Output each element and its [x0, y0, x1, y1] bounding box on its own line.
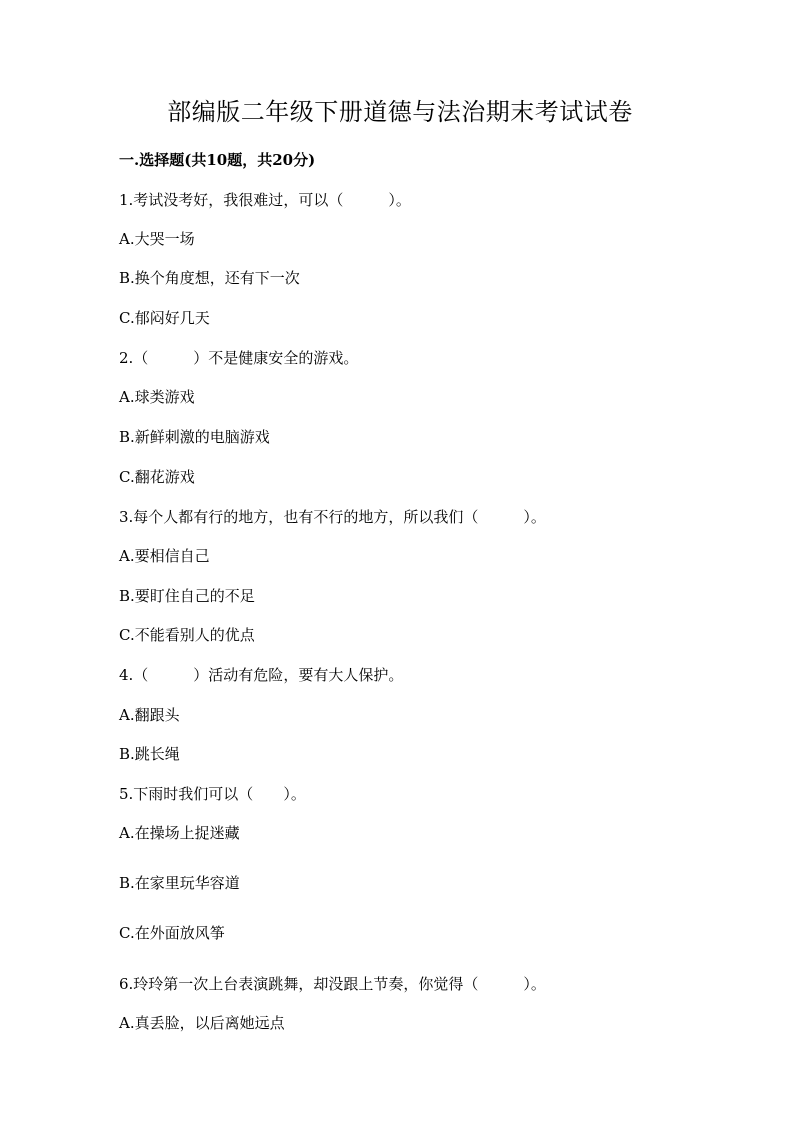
page-title: 部编版二年级下册道德与法治期末考试试卷 [167, 98, 633, 126]
question-4-stem: 4.（ ）活动有危险，要有大人保护。 [119, 666, 404, 684]
question-1-option-b: B.换个角度想，还有下一次 [119, 269, 300, 287]
question-2-option-b: B.新鲜刺激的电脑游戏 [119, 428, 270, 446]
question-1-option-a: A.大哭一场 [119, 230, 195, 248]
question-5-stem: 5.下雨时我们可以（ ）。 [119, 785, 306, 803]
question-4-option-a: A.翻跟头 [119, 706, 180, 724]
question-3-option-c: C.不能看别人的优点 [119, 626, 255, 644]
question-1-stem: 1.考试没考好，我很难过，可以（ ）。 [119, 191, 411, 209]
question-1-option-c: C.郁闷好几天 [119, 309, 210, 327]
question-3-option-a: A.要相信自己 [119, 547, 210, 565]
question-2-option-a: A.球类游戏 [119, 388, 195, 406]
question-2-option-c: C.翻花游戏 [119, 468, 195, 486]
question-6-stem: 6.玲玲第一次上台表演跳舞，却没跟上节奏，你觉得（ ）。 [119, 975, 546, 993]
question-5-option-b: B.在家里玩华容道 [119, 874, 240, 892]
question-6-option-a: A.真丢脸，以后离她远点 [119, 1014, 285, 1032]
question-3-stem: 3.每个人都有行的地方，也有不行的地方，所以我们（ ）。 [119, 508, 546, 526]
section-header: 一.选择题(共10题，共20分) [119, 151, 316, 169]
question-5-option-a: A.在操场上捉迷藏 [119, 824, 240, 842]
question-2-stem: 2.（ ）不是健康安全的游戏。 [119, 349, 359, 367]
question-5-option-c: C.在外面放风筝 [119, 924, 225, 942]
question-4-option-b: B.跳长绳 [119, 745, 180, 763]
question-3-option-b: B.要盯住自己的不足 [119, 587, 255, 605]
